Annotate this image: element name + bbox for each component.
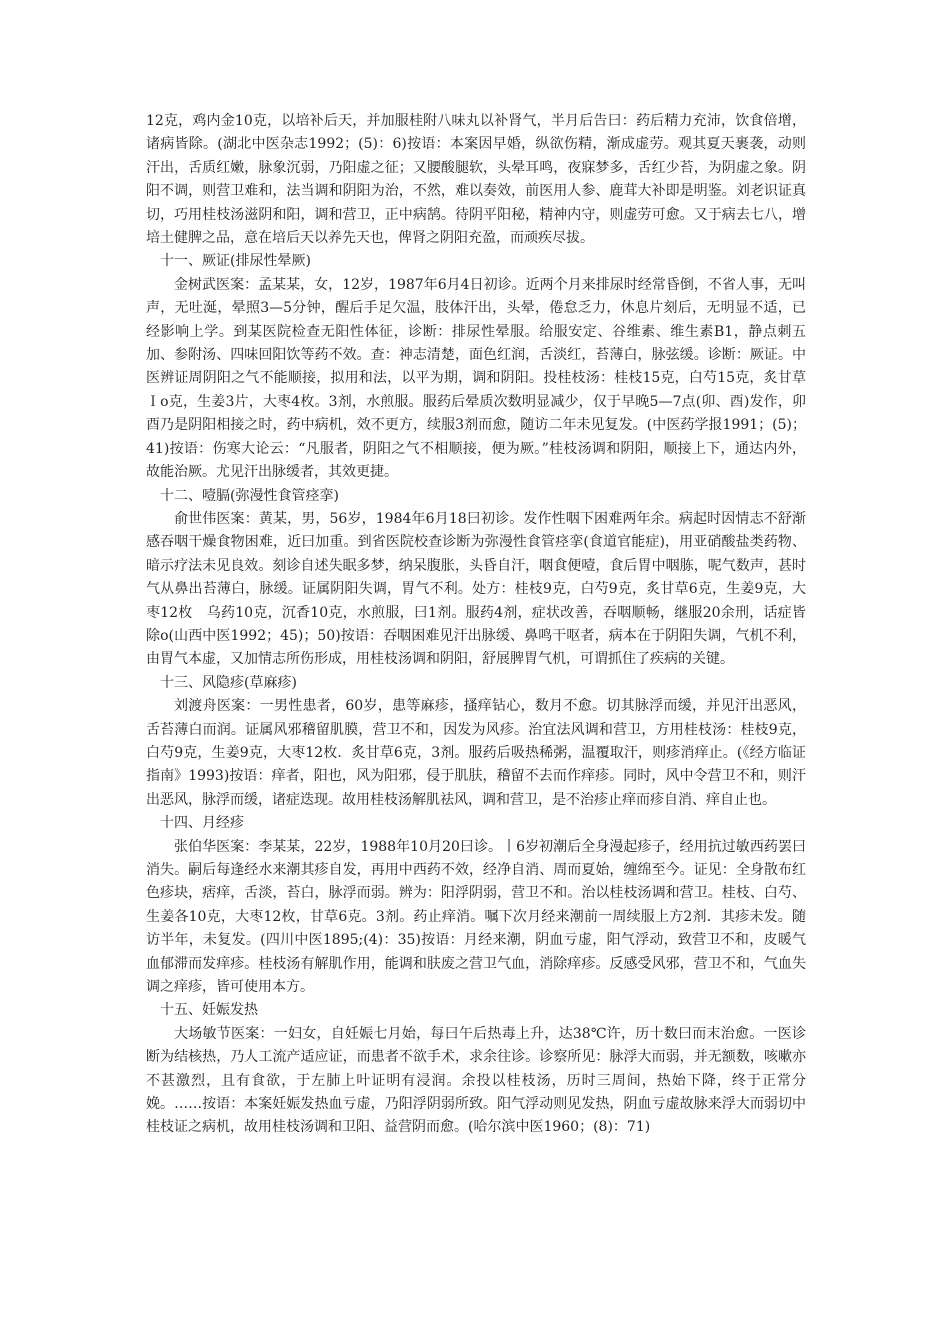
section-heading-11: 十一、厥证(排尿性晕厥) — [160, 253, 311, 270]
paragraph-case-14: 张伯华医案：李某某，22岁，1988年10月20曰诊。丨6岁初潮后全身漫起疹子，经用抗过敏西药罢曰消失。嗣后每逢经水来潮其疹自发，再用中西药不效，经净自消、周而夏始，缠绵至今。证见：全身散布红色疹块，痞痒，舌淡，苔白，脉浮而弱。辨为：阳浮阴弱，营卫不和。治以桂枝汤调和营卫。桂枝、白芍、生姜各10克，大枣12枚，甘草6克。3剂。药止痒消。嘱下次月经来潮前一周续服上方2剂．其疹未发。随访半年，未复发。(四川中医1895;(4)：35)按语：月经来潮，阴血亏虚，阳气浮动，致营卫不和，皮暖气血郁滞而发痒疹。桂枝汤有解肌作用，能调和肤废之营卫气血，消除痒疹。反感受风邪，营卫不和，气血失调之痒疹，皆可使用本方。 — [146, 838, 806, 996]
paragraph-case-13: 刘渡舟医案：一男性患者，60岁，患等麻疹，搔痒钻心，数月不愈。切其脉浮而缓，并见汗出恶风，舌苔薄白而润。证属风邪稽留肌膜，营卫不和，因发为风疹。治宜法风调和营卫，方用桂枝汤：桂枝9克，白芍9克，生姜9克，大枣12枚．炙甘草6克，3剂。服药后吸热稀粥，温覆取汗，则疹消痒止。(《经方临证指南》1993)按语：痒者，阳也，风为阳邪，侵于肌肤，稽留不去而作痒疹。同时，风中令营卫不和，则汗出恶风，脉浮而缓，诸症迭现。故用桂枝汤解肌祛风，调和营卫，是不治疹止痒而疹自消、痒自止也。 — [146, 698, 806, 808]
section-heading-13: 十三、风隐疹(草麻疹) — [160, 674, 297, 691]
document-page — [146, 110, 806, 1140]
paragraph-case-11: 金树武医案：孟某某，女，12岁，1987年6月4日初诊。近两个月来排尿时经常昏倒，不省人事，无叫声，无吐涎，晕照3—5分钟，醒后手足欠温，肢体汗出，头晕，倦怠乏力，休息片刻后，无明显不适，已经影响上学。到某医院检查无阳性体征，诊断：排尿性晕服。给服安定、谷维素、维生素B1，静点刺五加、参附汤、四味回阳饮等药不效。查：神志清楚，面色红润，舌淡红，苔薄白，脉弦缓。诊断：厥证。中医辨证周阴阳之气不能顺接，拟用和法，以平为期，调和阴阳。投桂枝汤：桂枝15克，白芍15克，炙甘草Ｉo克，生姜3片，大枣4枚。3剂，水煎服。服药后晕质次数明显减少，仅于早晚5—7点(卯、酉)发作，卯酉乃是阴阳相接之时，药中病机，效不更方，续服3剂而愈，随访二年未见复发。(中医药学报1991；(5)；41)按语：伤寒大论云：“凡服者，阴阳之气不相顺接，便为厥。”桂枝汤调和阴阳，顺接上下，通达内外，故能治厥。尤见汗出脉缓者，其效更捷。 — [146, 276, 806, 481]
section-heading-12: 十二、噎膈(弥漫性食管痉挛) — [160, 487, 339, 504]
paragraph-case-12: 俞世伟医案：黄某，男，56岁，1984年6月18曰初诊。发作性咽下困难两年余。病起时因情志不舒渐感吞咽干燥食物困难，近曰加重。到省医院校查诊断为弥漫性食管痉挛(食道官能症)，用亚硝酸盐类药物、暗示疗法未见良效。刻诊自述失眠多梦，纳呆腹胀，头昏自汗，咽食便噎，食后胃中咽胨，呢气数声，甚时气从鼻出苔薄白，脉缓。证属阴阳失调，胃气不利。处方：桂枝9克，白芍9克，炙甘草6克，生姜9克，大枣12枚 乌药10克，沉香10克，水煎服，曰1剂。服药4剂，症状改善，吞咽顺畅，继服20余刑，话症皆除o(山西中医1992；45)；50)按语：吞咽困难见汗出脉缓、鼻鸣干呕者，病本在于阴阳失调，气机不利，由胃气本虚，又加情志所伤形成，用桂枝汤调和阴阳，舒展脾胃气机，可谓抓住了疾病的关键。 — [146, 510, 806, 668]
paragraph-case-15: 大场敏节医案：一妇女，自妊娠七月始，每曰午后热毒上升，达38℃许，历十数曰而末治愈。一医诊断为结核热，乃人工流产适应证，而患者不欲手术，求余往诊。诊察所见：脉浮大而弱，并无额数，咳嗽亦不甚激烈，且有食欲，于左肺上叶证明有浸润。余投以桂枝汤，历时三周间，热始下降，终于正常分娩。……按语：本案妊娠发热血亏虚，乃阳浮阴弱所致。阳气浮动则见发热，阴血亏虚故脉来浮大而弱切中桂枝证之病机，故用桂枝汤调和卫阳、益营阴而愈。(哈尔滨中医1960；(8)：71) — [146, 1025, 806, 1136]
paragraph-case-continuation: 12克，鸡内金10克，以培补后天，并加服桂附八味丸以补肾气，半月后告曰：药后精力充沛，饮食倍增，诸病皆除。(湖北中医杂志1992；(5)：6)按语：本案因早婚，纵欲伤精，渐成虚劳。观其夏天裹袭，动则汗出，舌质红嫩，脉象沉弱，乃阳虚之征；又腰酸腿软，头晕耳鸣，夜寐梦多，舌红少苔，为阴虚之象。阴阳不调，则营卫难和，法当调和阴阳为治，不然，难以奏效，前医用人参、鹿茸大补即是明鉴。刘老识证真切，巧用桂枝汤滋阴和阳，调和营卫，正中病鹄。待阴平阳秘，精神内守，则虚劳可愈。又于病去七八，增培土健脾之品，意在培后天以养先天也，俾肾之阴阳充盈，而顽疾尽拔。 — [146, 113, 806, 247]
section-heading-15: 十五、妊娠发热 — [160, 1002, 258, 1019]
section-heading-14: 十四、月经疹 — [160, 815, 244, 832]
